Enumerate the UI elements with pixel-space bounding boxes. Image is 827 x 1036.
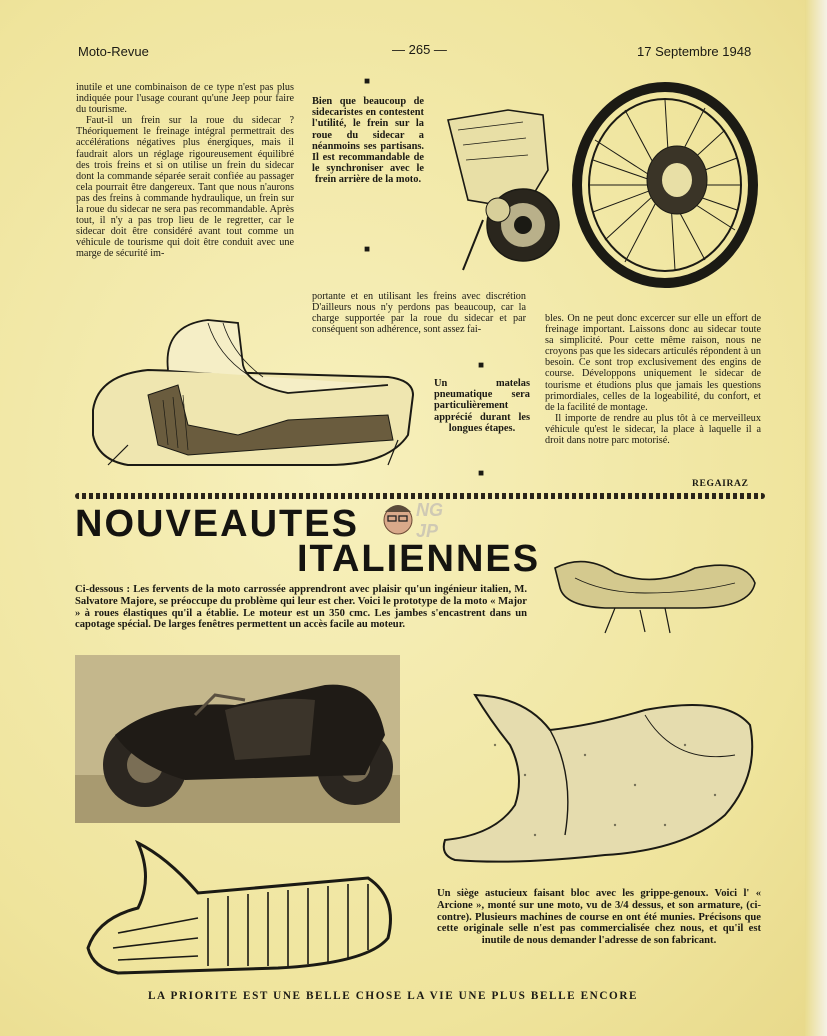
article-left-column [76,82,294,260]
watermark-text: NG JP [416,500,443,541]
sidecar-body-illustration [88,315,418,480]
brake-callout: Bien que beaucoup de sidecaristes en contestent l'utilité, le frein sur la roue du sidecar a néanmoins ses partisans. Il est recommandable de le synchroniser avec le frein arrière de la moto. [312,96,424,186]
middle-paragraph: portante et en utilisant les freins avec discrétion D'ailleurs nous n'y perdons pas beaucoup, car la charge supportée par la roue du sidecar et par conséquent son adhérence, sont assez fai- [312,291,526,336]
section-intro: Ci-dessous : Les fervents de la moto carrossée apprendront avec plaisir qu'un ingénieur italien, M. Salvatore Majore, se préoccupe du problème qui leur est cher. Voici le prototype de la moto « Major » à roues élastiques qu'il a établie. Le moteur est un 350 cmc. Les jambes s'encastrent dans un capotage spécial. De larges fenêtres permettent un accès facile au moteur. [75,584,527,631]
section-title-line-2: ITALIENNES [297,538,541,580]
arcione-seat-illustration [435,685,765,880]
section-title-line-1: NOUVEAUTES [75,503,359,545]
watermark-logo [378,498,458,549]
right-paragraph-1: bles. On ne peut donc excercer sur elle un effort de freinage important. Laissons donc au sidecar toute sa simplicité. Pour cette même raison, nous ne croyons pas que les sidecars articulés répondent à un besoin. Ce sont trop exclusivement des engins de course. Développons uniquement le sidecar de tourisme et étudions plus que jamais les questions primordiales, celles de la logeabilité, du confort, et de la facilité de montage. [545,313,761,413]
author-signature: REGAIRAZ [692,478,749,489]
page-number: — 265 — [392,42,447,57]
left-paragraph-2: Faut-il un frein sur la roue du sidecar ? Théoriquement le freinage intégral permettrait des accélérations négatives plus énergiques, mais il faudrait alors un réglage rigoureusement équilibré des trois freins et si on utilise un frein du sidecar dont la commande séparée serait confiée au passager cela pourrait être dangereux. Tant que nous n'aurons pas des freins à commande hydraulique, un frein sur la roue du sidecar ne sera pas recommandable. Après tout, il n'y a pas trop lieu de le regretter, car le sidecar doit être considéré avant tout comme un véhicule de tourisme qui doit être conduit avec une marge de sécurité im- [76,115,294,260]
issue-date: 17 Septembre 1948 [637,44,752,59]
right-paragraph-2: Il importe de rendre au plus tôt à ce merveilleux véhicule qu'est le sidecar, la place à laquelle il a droit dans notre parc motorisé. [545,412,761,447]
left-paragraph-1: inutile et une combinaison de ce type n'est pas plus indiquée pour l'usage courant qu'une Jeep pour faire du tourisme. [76,82,294,116]
square-mark-4: ■ [478,468,485,479]
footer-slogan: LA PRIORITE EST UNE BELLE CHOSE LA VIE UNE PLUS BELLE ENCORE [148,990,639,1002]
mattress-callout: Un matelas pneumatique sera particulièrement apprécié durant les longues étapes. [434,378,530,434]
seat-frame-illustration [78,838,403,988]
article-right-column [545,313,761,446]
paper-edge [805,0,827,1036]
magazine-name: Moto-Revue [78,44,149,59]
spoked-wheel-illustration [565,80,765,290]
square-mark-3: ■ [478,360,485,371]
motorcycle-photo [75,655,400,823]
arcione-caption: Un siège astucieux faisant bloc avec les grippe-genoux. Voici l' « Arcione », monté sur une moto, vu de 3/4 dessus, et son armature, (ci-contre). Plusieurs machines de course en ont été munies. Précisons que cette originale selle n'est pas commercialisée chez nous, et qu'il est inutile de nous demander l'adresse de son fabricant. [437,888,761,947]
square-mark-2: ■ [364,244,371,255]
square-mark-1: ■ [364,76,371,87]
seat-side-illustration [545,548,765,638]
motorcycle-photo-art [75,655,400,823]
brake-hub-illustration [438,100,563,275]
